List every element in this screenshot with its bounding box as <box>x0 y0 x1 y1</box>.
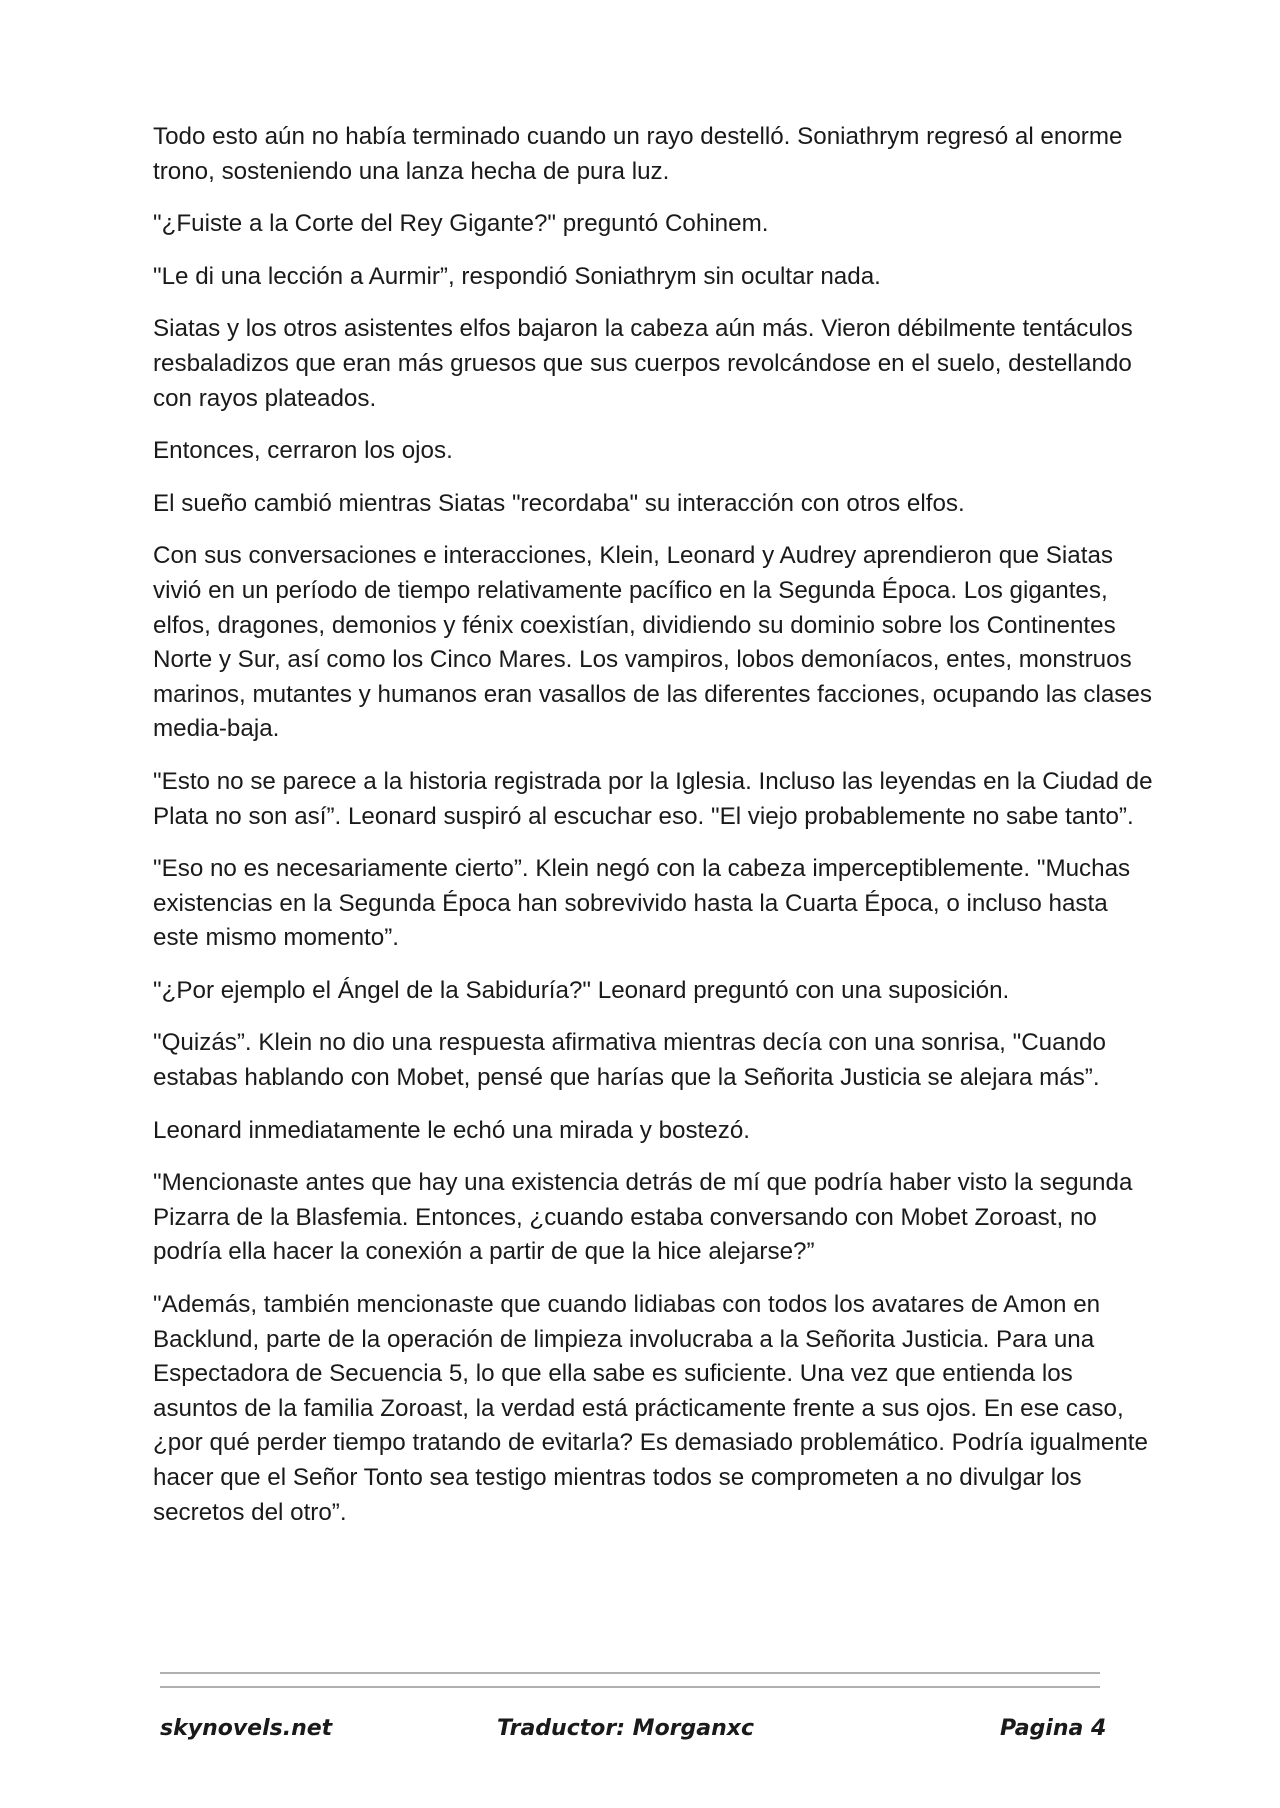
footer-site: skynovels.net <box>160 1716 333 1741</box>
footer-translator: Traductor: Morganxc <box>497 1716 755 1741</box>
paragraph-7: Con sus conversaciones e interacciones, Klein, Leonard y Audrey aprendieron que Siatas vivió en un período de tiempo relativamente pacífico en la Segunda Época. Los gigantes, elfos, dragones, demonios y fénix coexistían, dividiendo su dominio sobre los Continentes Norte y Sur, así como los Cinco Mares. Los vampiros, lobos demoníacos, entes, monstruos marinos, mutantes y humanos eran vasallos de las diferentes facciones, ocupando las clases media-baja. <box>153 542 1152 743</box>
footer-page-number: Pagina 4 <box>1000 1716 1107 1741</box>
paragraph-11: "Quizás”. Klein no dio una respuesta afirmativa mientras decía con una sonrisa, "Cuando estabas hablando con Mobet, pensé que harías que la Señorita Justicia se alejara más”. <box>153 1029 1106 1092</box>
paragraph-9: "Eso no es necesariamente cierto”. Klein negó con la cabeza imperceptiblemente. "Muchas existencias en la Segunda Época han sobrevivido hasta la Cuarta Época, o incluso hasta este mismo momento”. <box>153 855 1131 952</box>
paragraph-12: Leonard inmediatamente le echó una mirada y bostezó. <box>153 1116 750 1144</box>
paragraph-4: Siatas y los otros asistentes elfos bajaron la cabeza aún más. Vieron débilmente tentáculos resbaladizos que eran más gruesos que sus cuerpos revolcándose en el suelo, destellando con rayos plateados. <box>153 315 1133 412</box>
paragraph-13: "Mencionaste antes que hay una existencia detrás de mí que podría haber visto la segunda Pizarra de la Blasfemia. Entonces, ¿cuando estaba conversando con Mobet Zoroast, no podría ella hacer la conexión a partir de que la hice alejarse?” <box>153 1169 1133 1266</box>
paragraph-6: El sueño cambió mientras Siatas "recordaba" su interacción con otros elfos. <box>153 489 965 517</box>
footer-divider-top <box>160 1672 1100 1674</box>
paragraph-5: Entonces, cerraron los ojos. <box>153 437 453 465</box>
paragraph-8: "Esto no se parece a la historia registrada por la Iglesia. Incluso las leyendas en la Ciudad de Plata no son así”. Leonard suspiró al escuchar eso. "El viejo probablemente no sabe tanto”. <box>153 767 1153 830</box>
body-text <box>153 120 1153 1548</box>
paragraph-3: "Le di una lección a Aurmir”, respondió Soniathrym sin ocultar nada. <box>153 262 881 290</box>
footer-divider-bottom <box>160 1686 1100 1688</box>
paragraph-2: "¿Fuiste a la Corte del Rey Gigante?" preguntó Cohinem. <box>153 210 769 238</box>
paragraph-1: Todo esto aún no había terminado cuando un rayo destelló. Soniathrym regresó al enorme trono, sosteniendo una lanza hecha de pura luz. <box>153 123 1123 185</box>
paragraph-14: "Además, también mencionaste que cuando lidiabas con todos los avatares de Amon en Backlund, parte de la operación de limpieza involucraba a la Señorita Justicia. Para una Espectadora de Secuencia 5, lo que ella sabe es suficiente. Una vez que entienda los asuntos de la familia Zoroast, la verdad está prácticamente frente a sus ojos. En ese caso, ¿por qué perder tiempo tratando de evitarla? Es demasiado problemático. Podría igualmente hacer que el Señor Tonto sea testigo mientras todos se comprometen a no divulgar los secretos del otro”. <box>153 1291 1148 1526</box>
paragraph-10: "¿Por ejemplo el Ángel de la Sabiduría?" Leonard preguntó con una suposición. <box>153 976 1010 1004</box>
